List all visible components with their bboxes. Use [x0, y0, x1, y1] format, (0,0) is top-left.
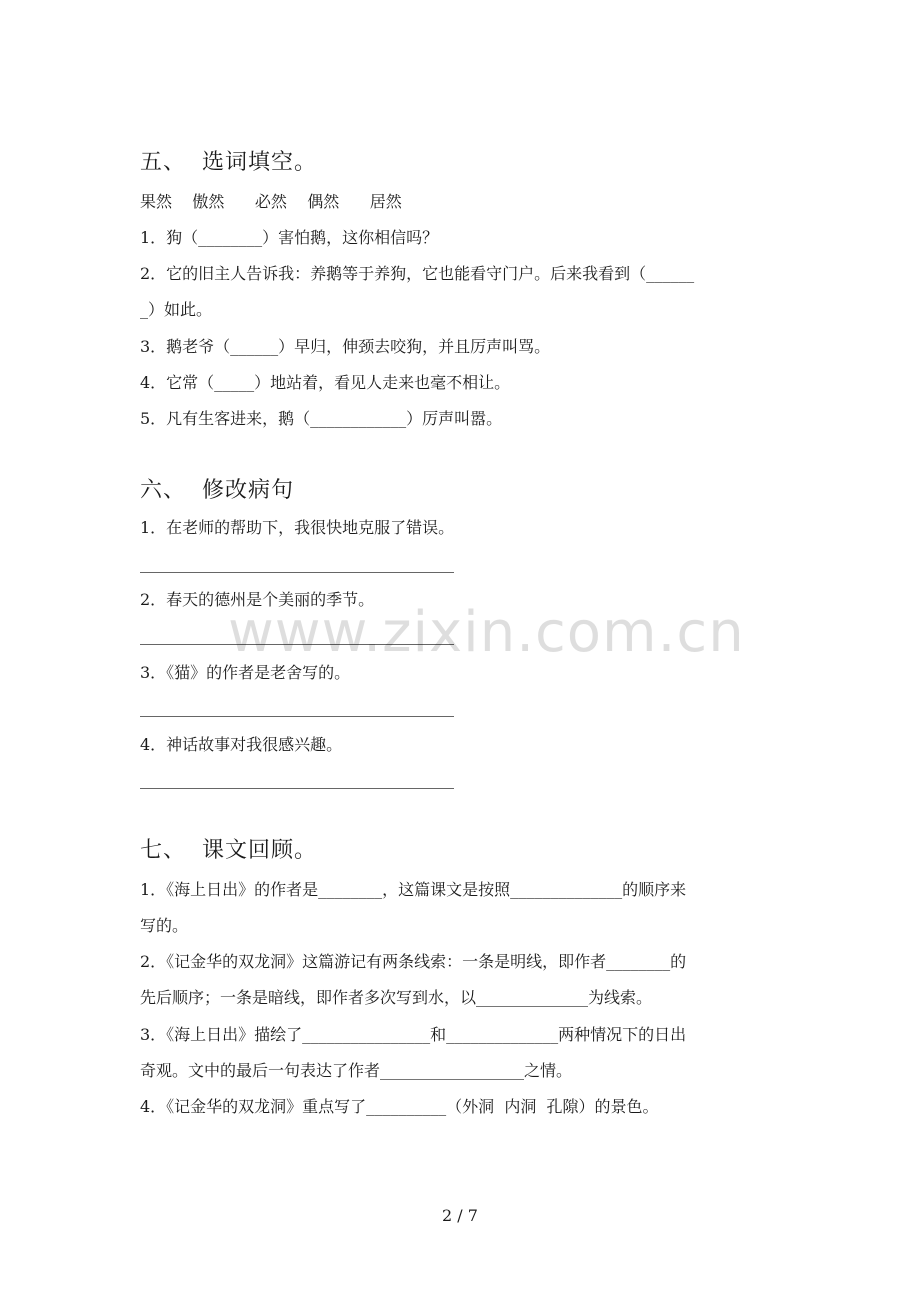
section7-question-4: 4．《记金华的双龙洞》重点写了__________（外洞 内洞 孔隙）的景色。: [140, 1097, 659, 1116]
answer-line: [140, 572, 454, 573]
watermark: www.zixin.com.cn: [228, 600, 745, 665]
section7-question-3-line-2: 奇观。文中的最后一句表达了作者__________________之情。: [140, 1061, 573, 1080]
page-number: 2 / 7: [442, 1206, 478, 1225]
section6-title: 六、 修改病句: [140, 478, 294, 503]
section5-title: 五、 选词填空。: [140, 150, 317, 175]
section5-word-bank: 果然 傲然 必然 偶然 居然: [140, 192, 402, 211]
section7-title: 七、 课文回顾。: [140, 838, 317, 863]
section7-question-2-line-2: 先后顺序；一条是暗线，即作者多次写到水，以______________为线索。: [140, 988, 653, 1007]
section6-question-2: 2．春天的德州是个美丽的季节。: [140, 590, 375, 609]
section6-question-4: 4．神话故事对我很感兴趣。: [140, 735, 343, 754]
section5-question-1: 1．狗（________）害怕鹅，这你相信吗？: [140, 228, 439, 247]
section5-question-2-line-2: _）如此。: [140, 300, 213, 319]
section5-question-3: 3．鹅老爷（______）早归，伸颈去咬狗，并且厉声叫骂。: [140, 337, 551, 356]
section6-question-3: 3．《猫》的作者是老舍写的。: [140, 663, 351, 682]
section7-question-3-line-1: 3．《海上日出》描绘了________________和______________两种情况下的日出: [140, 1025, 687, 1044]
section5-question-4: 4．它常（_____）地站着，看见人走来也毫不相让。: [140, 373, 511, 392]
section7-question-1-line-1: 1．《海上日出》的作者是________，这篇课文是按照______________的顺序来: [140, 880, 687, 899]
section5-question-2-line-1: 2．它的旧主人告诉我：养鹅等于养狗，它也能看守门户。后来我看到（______: [140, 264, 695, 283]
answer-line: [140, 788, 454, 789]
section5-question-5: 5．凡有生客进来，鹅（____________）厉声叫嚣。: [140, 409, 503, 428]
section7-question-1-line-2: 写的。: [140, 916, 189, 935]
section7-question-2-line-1: 2．《记金华的双龙洞》这篇游记有两条线索：一条是明线，即作者________的: [140, 952, 687, 971]
section6-question-1: 1．在老师的帮助下，我很快地克服了错误。: [140, 518, 455, 537]
answer-line: [140, 716, 454, 717]
